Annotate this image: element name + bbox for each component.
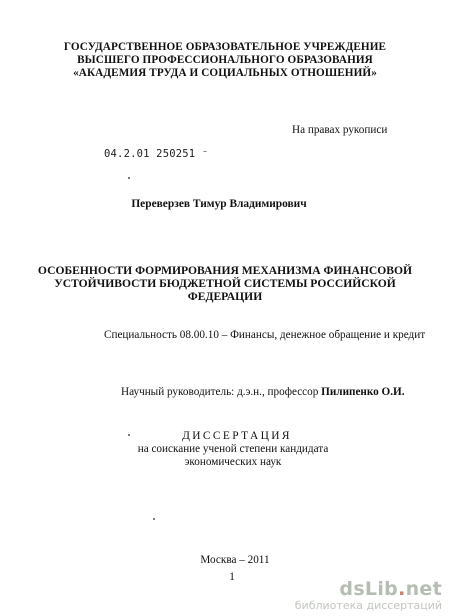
dslib-watermark — [294, 577, 442, 612]
scan-speck — [128, 177, 130, 179]
dissertation-subtitle-2: экономических наук — [184, 456, 282, 468]
institution-line-1: ГОСУДАРСТВЕННОЕ ОБРАЗОВАТЕЛЬНОЕ УЧРЕЖДЕНИЕ — [63, 41, 387, 53]
manuscript-note: На правах рукописи — [292, 124, 388, 136]
dissertation-subtitle-1: на соискание ученой степени кандидата — [137, 443, 329, 455]
institution-line-2: ВЫСШЕГО ПРОФЕССИОНАЛЬНОГО ОБРАЗОВАНИЯ — [77, 54, 373, 66]
thesis-title-line-2: УСТОЙЧИВОСТИ БЮДЖЕТНОЙ СИСТЕМЫ РОССИЙСКОЙ — [54, 277, 396, 290]
institution-line-3: «АКАДЕМИЯ ТРУДА И СОЦИАЛЬНЫХ ОТНОШЕНИЙ» — [73, 67, 377, 79]
scan-speck — [153, 518, 155, 520]
thesis-title-line-3: ФЕДЕРАЦИИ — [187, 290, 263, 303]
dissertation-heading: ДИССЕРТАЦИЯ — [182, 430, 292, 442]
adviser-name: Пилипенко О.И. — [321, 386, 405, 398]
specialty-line: Специальность 08.00.10 – Финансы, денежное обращение и кредит — [104, 329, 426, 341]
thesis-title-line-1: ОСОБЕННОСТИ ФОРМИРОВАНИЯ МЕХАНИЗМА ФИНАНСОВОЙ — [37, 264, 413, 277]
adviser-label: Научный руководитель: д.э.н., профессор — [121, 386, 322, 398]
city-year: Москва – 2011 — [200, 554, 270, 566]
scientific-adviser — [121, 386, 405, 398]
dslib-logo: dsLib.net — [339, 577, 442, 600]
dslib-tagline: библиотека диссертаций — [294, 598, 442, 612]
page-number: 1 — [229, 571, 235, 583]
archive-stamp-number: 04.2.01 250251 ⁻ — [104, 148, 209, 160]
author-name: Переверзев Тимур Владимирович — [131, 198, 307, 210]
